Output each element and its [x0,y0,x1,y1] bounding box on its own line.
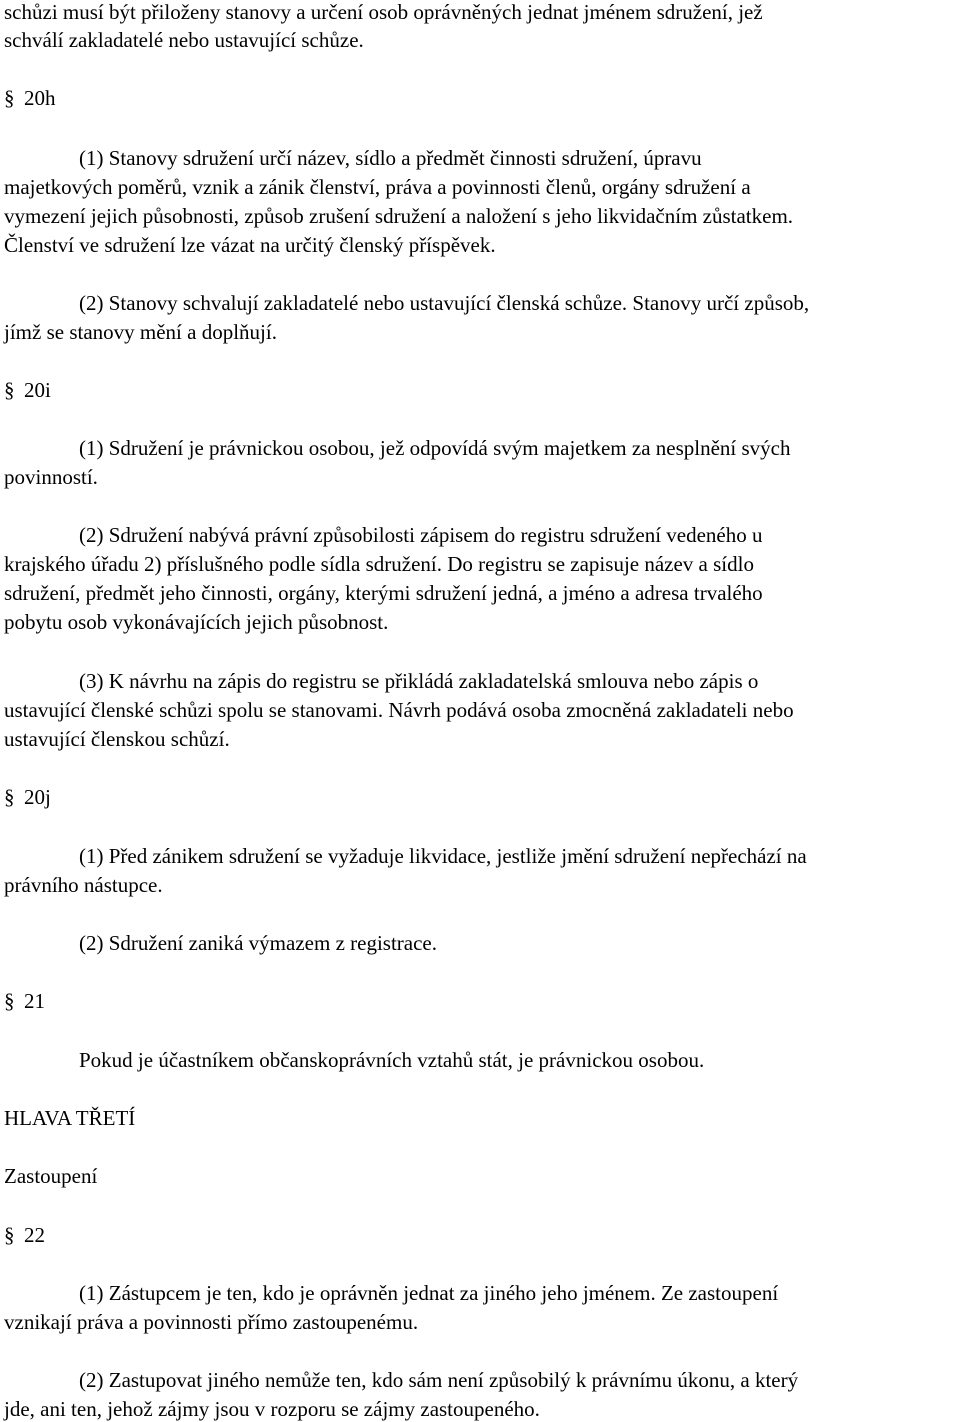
part-title: Zastoupení [4,1164,98,1188]
section-number: 22 [24,1223,45,1247]
paragraph-line: vznikají práva a povinnosti přímo zastoupenému. [4,1310,419,1334]
section-number: 21 [24,989,45,1013]
paragraph-line: (3) K návrhu na zápis do registru se přikládá zakladatelská smlouva nebo zápis o [79,669,759,693]
paragraph-line: ustavující členské schůzi spolu se stanovami. Návrh podává osoba zmocněná zakladateli nebo [4,698,794,722]
continuation-line: schválí zakladatelé nebo ustavující schůze. [4,28,364,52]
paragraph-line: jde, ani ten, jehož zájmy jsou v rozporu se zájmy zastoupeného. [4,1397,540,1421]
section-sign: § [4,86,15,110]
section-sign: § [4,989,15,1013]
paragraph-line: povinností. [4,465,98,489]
section-sign: § [4,378,15,402]
paragraph-line: Pokud je účastníkem občanskoprávních vztahů stát, je právnickou osobou. [79,1048,705,1072]
section-number: 20i [24,378,51,402]
paragraph-line: sdružení, předmět jeho činnosti, orgány, kterými sdružení jedná, a jméno a adresa trvalého [4,581,763,605]
paragraph-line: (1) Zástupcem je ten, kdo je oprávněn jednat za jiného jeho jménem. Ze zastoupení [79,1281,779,1305]
paragraph-line: (2) Sdružení zaniká výmazem z registrace. [79,931,437,955]
paragraph-line: právního nástupce. [4,873,163,897]
paragraph-line: Členství ve sdružení lze vázat na určitý členský příspěvek. [4,233,496,257]
paragraph-line: (1) Sdružení je právnickou osobou, jež odpovídá svým majetkem za nesplnění svých [79,436,791,460]
section-sign: § [4,1223,15,1247]
paragraph-line: krajského úřadu 2) příslušného podle sídla sdružení. Do registru se zapisuje název a sídlo [4,552,754,576]
paragraph-line: (2) Zastupovat jiného nemůže ten, kdo sám není způsobilý k právnímu úkonu, a který [79,1368,799,1392]
paragraph-line: pobytu osob vykonávajících jejich působnost. [4,610,389,634]
paragraph-line: (2) Sdružení nabývá právní způsobilosti zápisem do registru sdružení vedeného u [79,523,763,547]
paragraph-line: ustavující členskou schůzí. [4,727,230,751]
continuation-line: schůzi musí být přiloženy stanovy a určení osob oprávněných jednat jménem sdružení, jež [4,0,763,24]
paragraph-line: (1) Stanovy sdružení určí název, sídlo a předmět činnosti sdružení, úpravu [79,146,702,170]
paragraph-line: (1) Před zánikem sdružení se vyžaduje likvidace, jestliže jmění sdružení nepřechází na [79,844,807,868]
paragraph-line: vymezení jejich působnosti, způsob zrušení sdružení a naložení s jeho likvidačním zůstatkem. [4,204,794,228]
section-number: 20h [24,86,56,110]
paragraph-line: (2) Stanovy schvalují zakladatelé nebo ustavující členská schůze. Stanovy určí způsob, [79,291,810,315]
paragraph-line: jímž se stanovy mění a doplňují. [4,320,277,344]
section-sign: § [4,785,15,809]
section-number: 20j [24,785,51,809]
paragraph-line: majetkových poměrů, vznik a zánik členství, práva a povinnosti členů, orgány sdružení a [4,175,751,199]
part-heading: HLAVA TŘETÍ [4,1106,136,1130]
